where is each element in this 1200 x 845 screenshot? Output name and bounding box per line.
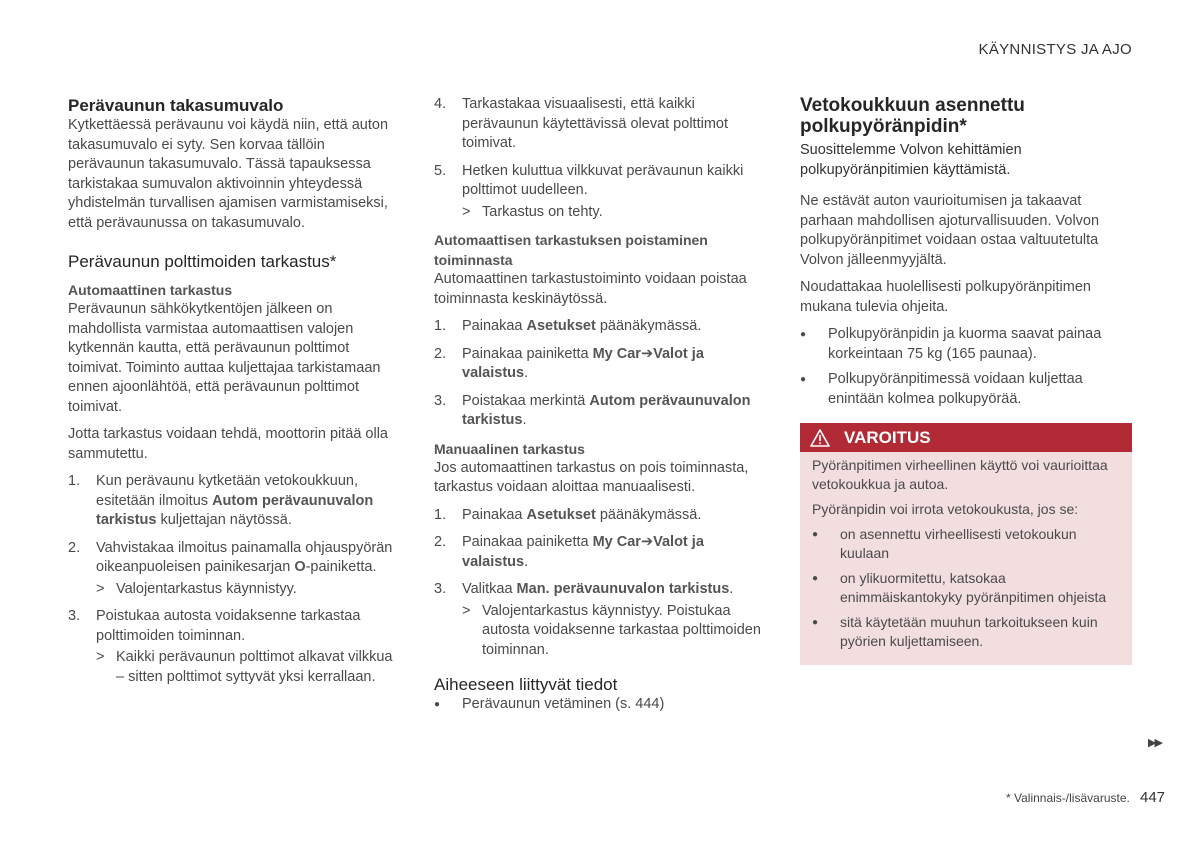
heading-takasumuvalo: Perävaunun takasumuvalo [68,96,284,115]
step-number: 3. [434,392,447,409]
step-number: 1. [68,473,81,489]
steps-list [68,472,402,687]
step-result: > Tarkastus on tehty. [462,203,768,223]
step-number: 5. [434,162,447,179]
step-item: 2. Painakaa painiketta My Car➔Valot ja valaistus. [434,345,768,384]
step-number: 3. [434,581,447,597]
step-number: 2. [434,534,447,550]
heading-main: Vetokoukkuun asennettu polkupyöränpidin* [800,95,1025,137]
column-3 [800,95,1132,665]
step-item: 1. Kun perävaunu kytketään vetokoukkuun, esitetään ilmoitus Autom perävaunuvalon tarkistus kuljettajan näytössä. [68,472,402,531]
step-item: 3. Poistukaa autosta voidaksenne tarkastaa polttimoiden toiminnan. > Kaikki perävaunun polttimot alkavat vilkkua – sitten polttimot syttyvät yksi kerrallaan. [68,607,402,687]
step-item: 1. Painakaa Asetukset päänäkymässä. [434,506,768,526]
heading-tarkastus: Perävaunun polttimoiden tarkastus* [68,252,337,271]
paragraph-1: Ne estävät auton vaurioitumisen ja takaavat parhaan mahdollisen ajoturvallisuuden. Volvon polkupyöränpitimet voidaan ostaa valtuutetulta Volvon jälleenmyyjältä. [800,193,1100,268]
step-item: 3. Valitkaa Man. perävaunuvalon tarkistus. > Valojentarkastus käynnistyy. Poistukaa autosta voidaksenne tarkastaa polttimoiden toiminnan. [434,580,768,660]
step-item: 2. Painakaa painiketta My Car➔Valot ja valaistus. [434,533,768,572]
paragraph-2: Noudattakaa huolellisesti polkupyöränpitimen mukana tulevia ohjeita. [800,279,1091,315]
related-list [434,695,768,715]
footnote: * Valinnais-/lisävaruste. [1006,791,1130,805]
ui-term: Valot ja valaistus [462,345,704,381]
step-item: 4. Tarkastakaa visuaalisesti, että kaikki perävaunun käytettävissä olevat polttimot toimivat. [434,95,768,154]
paragraph-auto-1: Perävaunun sähkökytkentöjen jälkeen on mahdollista varmistaa automaattisen valojen kytkennän kautta, että perävaunun polttimot toimivat. Toiminto auttaa kuljettajaa tarkistamaan ennen ajoonlähtöä, että perävaunun polttimot toimivat. [68,301,381,415]
paragraph-auto-2: Jotta tarkastus voidaan tehdä, moottorin pitää olla sammutettu. [68,426,388,462]
paragraph-manual: Jos automaattinen tarkastus on pois toiminnasta, tarkastus voidaan aloittaa manuaalisesti. [434,459,749,495]
bullet-icon: ● [434,699,441,710]
step-number: 1. [434,506,447,523]
list-item: ● on asennettu virheellisesti vetokoukun kuulaan [812,526,1077,561]
ui-term: Autom perävaunuvalon tarkistus [462,392,751,428]
related-link[interactable]: ● Perävaunun vetäminen (s. 444) [434,695,768,715]
ui-term: Autom perävaunuvalon tarkistus [96,492,374,528]
list-item: ● Polkupyöränpitimessä voidaan kuljettaa enintään kolmea polkupyörää. [800,370,1132,409]
paragraph-poisto: Automaattinen tarkastustoiminto voidaan poistaa toiminnasta keskinäytössä. [434,271,747,307]
step-number: 2. [68,539,81,556]
warning-paragraph-2: Pyöränpidin voi irrota vetokoukusta, jos se: [812,501,1079,517]
subheading-poisto: Automaattisen tarkastuksen poistaminen toiminnasta [434,232,708,268]
step-item: 5. Hetken kuluttua vilkkuvat perävaunun kaikki polttimot uudelleen. > Tarkastus on tehty. [434,162,768,223]
intro-paragraph: Suosittelemme Volvon kehittämien polkupyöränpitimien käyttämistä. [800,142,1022,178]
step-result: > Valojentarkastus käynnistyy. Poistukaa autosta voidaksenne tarkastaa polttimoiden toiminnan. [462,602,768,661]
ui-term: Man. perävaunuvalon tarkistus [516,581,730,597]
arrow-right-icon: ➔ [640,345,654,362]
list-item: ● sitä käytetään muuhun tarkoitukseen kuin pyörien kuljettamiseen. [812,614,1098,649]
step-number: 4. [434,96,447,112]
ui-term: O [294,559,306,575]
ui-term: My Car [592,345,641,362]
bullet-icon: ● [812,529,819,540]
result-arrow-icon: > [462,602,471,619]
column-2 [434,95,768,721]
warning-triangle-icon [810,429,830,447]
step-result: > Kaikki perävaunun polttimot alkavat vilkkua – sitten polttimot syttyvät yksi kerrallaan. [96,648,402,687]
poisto-steps [434,317,768,431]
warning-paragraph-1: Pyöränpitimen virheellinen käyttö voi vaurioittaa vetokoukkua ja autoa. [812,457,1108,492]
steps-list-cont [434,95,768,222]
ui-term: My Car [592,534,641,550]
warning-box [800,423,1132,665]
warning-list [812,525,1120,651]
result-arrow-icon: > [96,580,105,597]
step-item: 3. Poistakaa merkintä Autom perävaunuvalon tarkistus. [434,392,768,431]
manual-steps [434,506,768,661]
ui-term: Asetukset [526,506,596,523]
bullet-icon: ● [812,573,819,584]
step-number: 3. [68,608,81,624]
step-item: 1. Painakaa Asetukset päänäkymässä. [434,317,768,337]
bullet-icon: ● [800,329,807,340]
paragraph-takasumuvalo: Kytkettäessä perävaunu voi käydä niin, että auton takasumuvalo ei syty. Sen korvaa tällöin perävaunun takasumuvalo. Tässä tapauksessa tarkistakaa sumuvalon aktivoinnin yhteydessä yhdistelmän turvallisen ajamisen varmistamiseksi, että perävaunussa on takasumuvalo. [68,117,389,231]
step-number: 1. [434,318,447,334]
bullet-icon: ● [800,374,807,385]
list-item: ● on ylikuormitettu, katsokaa enimmäiskantokyky pyöränpitimen ohjeista [812,570,1107,605]
subheading-manual: Manuaalinen tarkastus [434,440,585,457]
arrow-right-icon: ➔ [640,534,654,550]
column-1 [68,95,402,695]
step-number: 2. [434,345,447,362]
warning-title: VAROITUS [844,427,931,447]
bullet-icon: ● [812,617,819,628]
page-number: 447 [1140,789,1166,806]
step-result: > Valojentarkastus käynnistyy. [96,580,402,600]
result-arrow-icon: > [96,649,105,665]
warning-header [800,423,1132,452]
warning-body [800,452,1132,651]
step-item: 2. Vahvistakaa ilmoitus painamalla ohjauspyörän oikeanpuoleisen painikesarjan O-painiketta. > Valojentarkastus käynnistyy. [68,539,402,600]
list-item: ● Polkupyöränpidin ja kuorma saavat painaa korkeintaan 75 kg (165 paunaa). [800,325,1132,364]
next-page-icon[interactable]: ▶▶ [1148,737,1161,749]
heading-related: Aiheeseen liittyvät tiedot [434,675,618,694]
result-arrow-icon: > [462,203,471,220]
bullet-list [800,325,1132,409]
ui-term: Valot ja valaistus [462,534,704,570]
section-header: KÄYNNISTYS JA AJO [978,41,1132,58]
ui-term: Asetukset [526,318,596,334]
subheading-auto: Automaattinen tarkastus [68,282,233,298]
